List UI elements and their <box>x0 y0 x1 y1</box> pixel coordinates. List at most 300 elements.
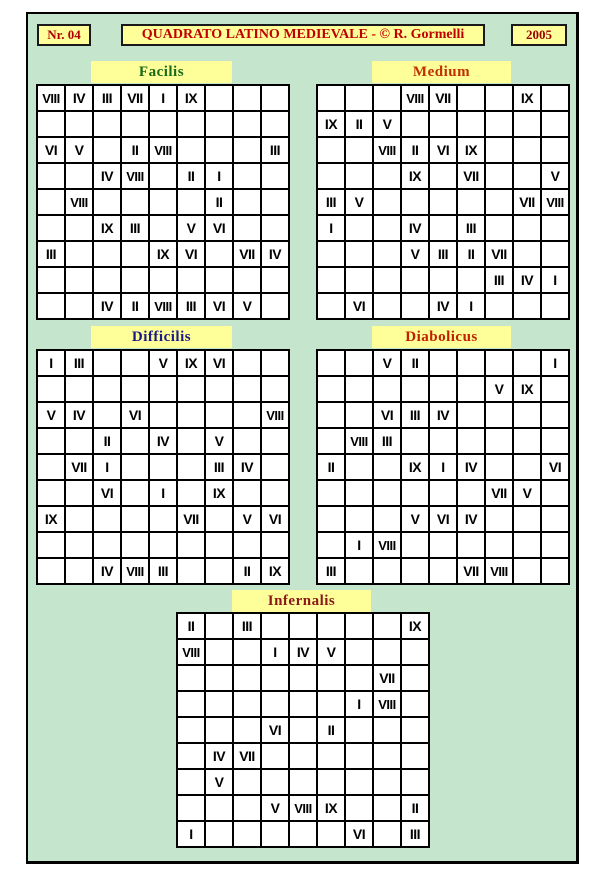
empty-cell[interactable] <box>206 796 234 822</box>
empty-cell[interactable] <box>206 692 234 718</box>
empty-cell[interactable] <box>66 164 94 190</box>
empty-cell[interactable] <box>122 112 150 138</box>
empty-cell[interactable] <box>318 614 346 640</box>
empty-cell[interactable] <box>38 377 66 403</box>
empty-cell[interactable] <box>234 796 262 822</box>
empty-cell[interactable] <box>458 190 486 216</box>
empty-cell[interactable] <box>178 770 206 796</box>
empty-cell[interactable] <box>206 242 234 268</box>
grid-facilis <box>36 84 290 320</box>
empty-cell[interactable] <box>262 770 290 796</box>
empty-cell[interactable] <box>122 481 150 507</box>
empty-cell[interactable] <box>94 403 122 429</box>
empty-cell[interactable] <box>262 112 290 138</box>
empty-cell[interactable] <box>542 403 570 429</box>
empty-cell[interactable] <box>66 481 94 507</box>
empty-cell[interactable] <box>318 86 346 112</box>
given-cell: IX <box>514 377 542 403</box>
empty-cell[interactable] <box>178 268 206 294</box>
empty-cell[interactable] <box>206 640 234 666</box>
empty-cell[interactable] <box>402 533 430 559</box>
empty-cell[interactable] <box>234 640 262 666</box>
empty-cell[interactable] <box>346 268 374 294</box>
empty-cell[interactable] <box>486 112 514 138</box>
empty-cell[interactable] <box>486 429 514 455</box>
empty-cell[interactable] <box>542 216 570 242</box>
empty-cell[interactable] <box>94 533 122 559</box>
empty-cell[interactable] <box>122 507 150 533</box>
empty-cell[interactable] <box>234 138 262 164</box>
empty-cell[interactable] <box>402 718 430 744</box>
empty-cell[interactable] <box>262 822 290 848</box>
empty-cell[interactable] <box>346 86 374 112</box>
empty-cell[interactable] <box>150 455 178 481</box>
given-cell: IV <box>458 455 486 481</box>
empty-cell[interactable] <box>150 533 178 559</box>
empty-cell[interactable] <box>318 268 346 294</box>
empty-cell[interactable] <box>178 796 206 822</box>
empty-cell[interactable] <box>234 268 262 294</box>
given-cell: IX <box>514 86 542 112</box>
empty-cell[interactable] <box>178 692 206 718</box>
empty-cell[interactable] <box>234 533 262 559</box>
empty-cell[interactable] <box>514 351 542 377</box>
empty-cell[interactable] <box>514 242 542 268</box>
empty-cell[interactable] <box>38 112 66 138</box>
empty-cell[interactable] <box>38 481 66 507</box>
empty-cell[interactable] <box>94 268 122 294</box>
empty-cell[interactable] <box>458 268 486 294</box>
empty-cell[interactable] <box>262 455 290 481</box>
empty-cell[interactable] <box>402 692 430 718</box>
empty-cell[interactable] <box>234 822 262 848</box>
empty-cell[interactable] <box>66 507 94 533</box>
empty-cell[interactable] <box>318 429 346 455</box>
empty-cell[interactable] <box>206 614 234 640</box>
empty-cell[interactable] <box>430 216 458 242</box>
empty-cell[interactable] <box>318 138 346 164</box>
empty-cell[interactable] <box>234 429 262 455</box>
empty-cell[interactable] <box>374 377 402 403</box>
given-cell: III <box>318 559 346 585</box>
empty-cell[interactable] <box>346 377 374 403</box>
given-cell: II <box>402 138 430 164</box>
empty-cell[interactable] <box>178 112 206 138</box>
empty-cell[interactable] <box>262 744 290 770</box>
empty-cell[interactable] <box>66 242 94 268</box>
empty-cell[interactable] <box>178 666 206 692</box>
empty-cell[interactable] <box>38 429 66 455</box>
empty-cell[interactable] <box>94 507 122 533</box>
empty-cell[interactable] <box>66 559 94 585</box>
empty-cell[interactable] <box>94 377 122 403</box>
empty-cell[interactable] <box>94 112 122 138</box>
empty-cell[interactable] <box>262 614 290 640</box>
empty-cell[interactable] <box>486 86 514 112</box>
empty-cell[interactable] <box>374 268 402 294</box>
empty-cell[interactable] <box>374 614 402 640</box>
given-cell: IX <box>178 86 206 112</box>
empty-cell[interactable] <box>458 86 486 112</box>
empty-cell[interactable] <box>122 377 150 403</box>
given-cell: V <box>514 481 542 507</box>
empty-cell[interactable] <box>402 294 430 320</box>
empty-cell[interactable] <box>486 164 514 190</box>
empty-cell[interactable] <box>178 138 206 164</box>
empty-cell[interactable] <box>122 455 150 481</box>
empty-cell[interactable] <box>374 796 402 822</box>
given-cell: IV <box>66 86 94 112</box>
empty-cell[interactable] <box>234 164 262 190</box>
empty-cell[interactable] <box>542 138 570 164</box>
empty-cell[interactable] <box>150 377 178 403</box>
empty-cell[interactable] <box>542 481 570 507</box>
empty-cell[interactable] <box>234 216 262 242</box>
empty-cell[interactable] <box>66 377 94 403</box>
empty-cell[interactable] <box>66 533 94 559</box>
empty-cell[interactable] <box>402 112 430 138</box>
empty-cell[interactable] <box>206 377 234 403</box>
empty-cell[interactable] <box>514 294 542 320</box>
empty-cell[interactable] <box>430 268 458 294</box>
label-infernalis: Infernalis <box>232 590 371 612</box>
empty-cell[interactable] <box>38 455 66 481</box>
empty-cell[interactable] <box>290 770 318 796</box>
empty-cell[interactable] <box>234 377 262 403</box>
empty-cell[interactable] <box>178 533 206 559</box>
empty-cell[interactable] <box>262 481 290 507</box>
empty-cell[interactable] <box>346 559 374 585</box>
given-cell: III <box>206 455 234 481</box>
empty-cell[interactable] <box>514 429 542 455</box>
empty-cell[interactable] <box>150 216 178 242</box>
given-cell: VII <box>514 190 542 216</box>
given-cell: VI <box>374 403 402 429</box>
empty-cell[interactable] <box>318 164 346 190</box>
empty-cell[interactable] <box>122 268 150 294</box>
empty-cell[interactable] <box>542 533 570 559</box>
empty-cell[interactable] <box>402 666 430 692</box>
empty-cell[interactable] <box>374 640 402 666</box>
empty-cell[interactable] <box>94 351 122 377</box>
empty-cell[interactable] <box>318 507 346 533</box>
empty-cell[interactable] <box>150 164 178 190</box>
empty-cell[interactable] <box>122 351 150 377</box>
empty-cell[interactable] <box>486 138 514 164</box>
empty-cell[interactable] <box>262 190 290 216</box>
empty-cell[interactable] <box>38 216 66 242</box>
given-cell: I <box>458 294 486 320</box>
empty-cell[interactable] <box>66 429 94 455</box>
given-cell: IV <box>66 403 94 429</box>
empty-cell[interactable] <box>94 190 122 216</box>
empty-cell[interactable] <box>430 164 458 190</box>
empty-cell[interactable] <box>346 718 374 744</box>
empty-cell[interactable] <box>318 666 346 692</box>
empty-cell[interactable] <box>346 216 374 242</box>
empty-cell[interactable] <box>262 216 290 242</box>
empty-cell[interactable] <box>374 190 402 216</box>
empty-cell[interactable] <box>514 112 542 138</box>
empty-cell[interactable] <box>178 718 206 744</box>
empty-cell[interactable] <box>402 640 430 666</box>
empty-cell[interactable] <box>206 138 234 164</box>
empty-cell[interactable] <box>346 640 374 666</box>
empty-cell[interactable] <box>374 822 402 848</box>
empty-cell[interactable] <box>262 429 290 455</box>
empty-cell[interactable] <box>66 216 94 242</box>
empty-cell[interactable] <box>542 294 570 320</box>
empty-cell[interactable] <box>290 744 318 770</box>
given-cell: IV <box>94 559 122 585</box>
empty-cell[interactable] <box>262 164 290 190</box>
empty-cell[interactable] <box>374 481 402 507</box>
empty-cell[interactable] <box>486 403 514 429</box>
empty-cell[interactable] <box>514 164 542 190</box>
empty-cell[interactable] <box>514 533 542 559</box>
empty-cell[interactable] <box>346 744 374 770</box>
empty-cell[interactable] <box>374 242 402 268</box>
empty-cell[interactable] <box>178 377 206 403</box>
empty-cell[interactable] <box>318 770 346 796</box>
empty-cell[interactable] <box>346 666 374 692</box>
given-cell: V <box>318 640 346 666</box>
empty-cell[interactable] <box>458 533 486 559</box>
empty-cell[interactable] <box>94 242 122 268</box>
empty-cell[interactable] <box>514 507 542 533</box>
empty-cell[interactable] <box>150 112 178 138</box>
empty-cell[interactable] <box>374 744 402 770</box>
empty-cell[interactable] <box>318 744 346 770</box>
empty-cell[interactable] <box>234 190 262 216</box>
empty-cell[interactable] <box>542 429 570 455</box>
label-diabolicus: Diabolicus <box>372 326 511 348</box>
empty-cell[interactable] <box>206 507 234 533</box>
empty-cell[interactable] <box>38 294 66 320</box>
empty-cell[interactable] <box>234 112 262 138</box>
empty-cell[interactable] <box>262 666 290 692</box>
empty-cell[interactable] <box>346 403 374 429</box>
empty-cell[interactable] <box>38 164 66 190</box>
empty-cell[interactable] <box>486 455 514 481</box>
empty-cell[interactable] <box>262 268 290 294</box>
empty-cell[interactable] <box>402 429 430 455</box>
empty-cell[interactable] <box>486 351 514 377</box>
empty-cell[interactable] <box>486 533 514 559</box>
empty-cell[interactable] <box>66 294 94 320</box>
empty-cell[interactable] <box>206 112 234 138</box>
empty-cell[interactable] <box>38 190 66 216</box>
empty-cell[interactable] <box>178 481 206 507</box>
empty-cell[interactable] <box>234 666 262 692</box>
empty-cell[interactable] <box>402 559 430 585</box>
empty-cell[interactable] <box>430 351 458 377</box>
empty-cell[interactable] <box>262 692 290 718</box>
empty-cell[interactable] <box>290 718 318 744</box>
empty-cell[interactable] <box>346 351 374 377</box>
empty-cell[interactable] <box>234 718 262 744</box>
empty-cell[interactable] <box>514 559 542 585</box>
empty-cell[interactable] <box>458 351 486 377</box>
empty-cell[interactable] <box>430 533 458 559</box>
empty-cell[interactable] <box>542 86 570 112</box>
given-cell: IX <box>402 614 430 640</box>
given-cell: IX <box>150 242 178 268</box>
empty-cell[interactable] <box>66 268 94 294</box>
empty-cell[interactable] <box>318 822 346 848</box>
empty-cell[interactable] <box>486 294 514 320</box>
empty-cell[interactable] <box>458 377 486 403</box>
given-cell: III <box>318 190 346 216</box>
empty-cell[interactable] <box>262 377 290 403</box>
empty-cell[interactable] <box>346 770 374 796</box>
given-cell: III <box>402 403 430 429</box>
empty-cell[interactable] <box>486 216 514 242</box>
empty-cell[interactable] <box>374 770 402 796</box>
given-cell: I <box>262 640 290 666</box>
label-medium: Medium <box>372 61 511 83</box>
empty-cell[interactable] <box>206 86 234 112</box>
empty-cell[interactable] <box>122 190 150 216</box>
empty-cell[interactable] <box>262 86 290 112</box>
empty-cell[interactable] <box>374 86 402 112</box>
empty-cell[interactable] <box>542 507 570 533</box>
empty-cell[interactable] <box>402 744 430 770</box>
empty-cell[interactable] <box>458 429 486 455</box>
empty-cell[interactable] <box>402 190 430 216</box>
empty-cell[interactable] <box>122 533 150 559</box>
empty-cell[interactable] <box>486 507 514 533</box>
empty-cell[interactable] <box>430 429 458 455</box>
empty-cell[interactable] <box>346 507 374 533</box>
empty-cell[interactable] <box>234 86 262 112</box>
empty-cell[interactable] <box>262 351 290 377</box>
empty-cell[interactable] <box>206 268 234 294</box>
empty-cell[interactable] <box>206 822 234 848</box>
empty-cell[interactable] <box>514 138 542 164</box>
empty-cell[interactable] <box>38 559 66 585</box>
empty-cell[interactable] <box>150 268 178 294</box>
given-cell: VI <box>122 403 150 429</box>
empty-cell[interactable] <box>430 559 458 585</box>
empty-cell[interactable] <box>150 190 178 216</box>
empty-cell[interactable] <box>234 770 262 796</box>
empty-cell[interactable] <box>542 377 570 403</box>
empty-cell[interactable] <box>206 666 234 692</box>
given-cell: IV <box>402 216 430 242</box>
empty-cell[interactable] <box>402 770 430 796</box>
empty-cell[interactable] <box>346 481 374 507</box>
empty-cell[interactable] <box>374 294 402 320</box>
empty-cell[interactable] <box>346 242 374 268</box>
empty-cell[interactable] <box>234 403 262 429</box>
empty-cell[interactable] <box>234 481 262 507</box>
empty-cell[interactable] <box>290 614 318 640</box>
empty-cell[interactable] <box>94 138 122 164</box>
given-cell: IX <box>38 507 66 533</box>
empty-cell[interactable] <box>374 164 402 190</box>
empty-cell[interactable] <box>430 481 458 507</box>
empty-cell[interactable] <box>178 559 206 585</box>
empty-cell[interactable] <box>458 403 486 429</box>
empty-cell[interactable] <box>178 190 206 216</box>
given-cell: V <box>234 294 262 320</box>
empty-cell[interactable] <box>234 692 262 718</box>
empty-cell[interactable] <box>458 112 486 138</box>
empty-cell[interactable] <box>458 481 486 507</box>
empty-cell[interactable] <box>290 692 318 718</box>
empty-cell[interactable] <box>318 403 346 429</box>
empty-cell[interactable] <box>346 455 374 481</box>
empty-cell[interactable] <box>290 822 318 848</box>
empty-cell[interactable] <box>318 351 346 377</box>
empty-cell[interactable] <box>178 429 206 455</box>
empty-cell[interactable] <box>318 481 346 507</box>
empty-cell[interactable] <box>430 377 458 403</box>
empty-cell[interactable] <box>150 403 178 429</box>
empty-cell[interactable] <box>262 294 290 320</box>
empty-cell[interactable] <box>346 796 374 822</box>
empty-cell[interactable] <box>38 533 66 559</box>
empty-cell[interactable] <box>374 216 402 242</box>
empty-cell[interactable] <box>514 455 542 481</box>
empty-cell[interactable] <box>150 507 178 533</box>
issue-number: Nr. 04 <box>37 24 91 46</box>
empty-cell[interactable] <box>374 718 402 744</box>
empty-cell[interactable] <box>402 377 430 403</box>
empty-cell[interactable] <box>430 190 458 216</box>
empty-cell[interactable] <box>346 138 374 164</box>
empty-cell[interactable] <box>318 533 346 559</box>
empty-cell[interactable] <box>374 507 402 533</box>
empty-cell[interactable] <box>318 242 346 268</box>
empty-cell[interactable] <box>374 559 402 585</box>
empty-cell[interactable] <box>262 533 290 559</box>
empty-cell[interactable] <box>122 242 150 268</box>
empty-cell[interactable] <box>206 718 234 744</box>
empty-cell[interactable] <box>206 533 234 559</box>
empty-cell[interactable] <box>318 377 346 403</box>
empty-cell[interactable] <box>206 403 234 429</box>
empty-cell[interactable] <box>178 744 206 770</box>
empty-cell[interactable] <box>178 455 206 481</box>
empty-cell[interactable] <box>514 216 542 242</box>
empty-cell[interactable] <box>38 268 66 294</box>
empty-cell[interactable] <box>346 614 374 640</box>
empty-cell[interactable] <box>402 268 430 294</box>
empty-cell[interactable] <box>318 294 346 320</box>
empty-cell[interactable] <box>346 164 374 190</box>
empty-cell[interactable] <box>542 112 570 138</box>
given-cell: II <box>402 796 430 822</box>
empty-cell[interactable] <box>486 190 514 216</box>
empty-cell[interactable] <box>542 242 570 268</box>
empty-cell[interactable] <box>374 455 402 481</box>
empty-cell[interactable] <box>402 481 430 507</box>
empty-cell[interactable] <box>542 559 570 585</box>
empty-cell[interactable] <box>430 112 458 138</box>
empty-cell[interactable] <box>318 692 346 718</box>
empty-cell[interactable] <box>290 666 318 692</box>
empty-cell[interactable] <box>206 559 234 585</box>
given-cell: VII <box>458 559 486 585</box>
empty-cell[interactable] <box>178 403 206 429</box>
empty-cell[interactable] <box>514 403 542 429</box>
empty-cell[interactable] <box>66 112 94 138</box>
empty-cell[interactable] <box>234 351 262 377</box>
given-cell: IV <box>514 268 542 294</box>
empty-cell[interactable] <box>122 429 150 455</box>
